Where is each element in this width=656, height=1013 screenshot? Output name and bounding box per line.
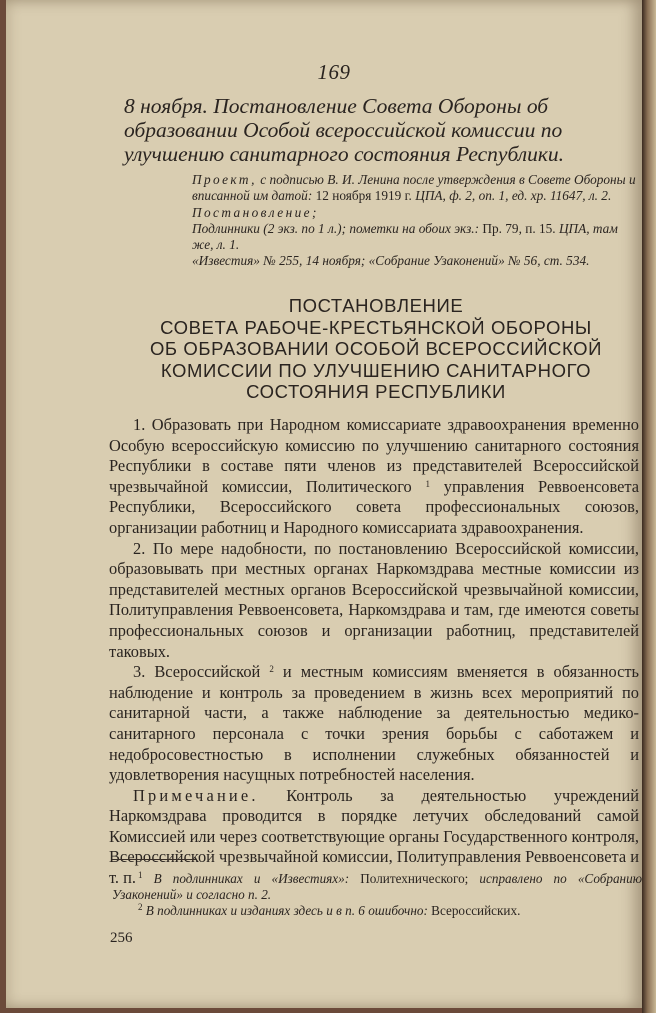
document-title: 8 ноября. Постановление Совета Обороны об образовании Особой всероссийской комиссии по улучшению санитарного состояния Республики.: [124, 94, 565, 166]
footnote-2: [112, 903, 642, 919]
footnote-1-number: 1: [138, 870, 143, 880]
paragraph-3-text-b: и местным комиссиям вменяется в обязанность наблюдение и контроль за проведением в жизнь всех мероприятий по санитарной части, а также наблюдение за деятельностью медико-санитарного персонала с точки зрения борьбы с саботажем и недобросовестностью в исполнении служебных обязанностей и удовлетворения насущных потребностей населения.: [109, 662, 639, 785]
source-marks: Пр. 79, п. 15.: [479, 220, 556, 236]
source-originals: Подлинники (2 экз. по 1 л.); пометки на обоих экз.:: [192, 220, 480, 236]
page-number: 256: [110, 930, 133, 946]
note-label: Примечание.: [133, 785, 259, 805]
book-spine-edge: [642, 0, 656, 1013]
resolution-body: [109, 415, 639, 889]
footnote-ref-2: 2: [269, 664, 274, 675]
source-archive-2: ЦПА, там же, л. 1.: [192, 220, 618, 253]
paragraph-1: [109, 415, 639, 539]
footnote-2-number: 2: [138, 902, 143, 913]
source-line-1-text: с подписью В. И. Ленина после утверждения в Совете Обороны и вписанной им датой:: [192, 172, 636, 204]
footnote-1-italic-2: исправлено по «Собранию Узаконений» и согласно п. 2.: [112, 871, 642, 903]
footnote-1-plain: Политехнического;: [349, 871, 469, 886]
footnote-2-plain: Всероссийских.: [427, 903, 521, 919]
footnote-ref-1: 1: [425, 478, 430, 489]
heading-line: ПОСТАНОВЛЕНИЕ: [288, 295, 464, 316]
source-line-4: «Известия» № 255, 14 ноября; «Собрание Узаконений» № 56, ст. 534.: [192, 253, 590, 269]
footnote-1-italic: В подлинниках и «Известиях»:: [142, 871, 350, 886]
paragraph-3: [109, 662, 639, 786]
source-line-2: Постановление;: [192, 204, 319, 220]
source-archive: ЦПА, ф. 2, оп. 1, ед. хр. 11647, л. 2.: [411, 188, 612, 204]
source-type: Проект,: [192, 172, 257, 187]
source-date: 12 ноября 1919 г.: [315, 188, 412, 204]
paragraph-2: 2. По мере надобности, по постановлению Всероссийской комиссии, образовывать при местных органах Наркомздрава местные комиссии из представителей местных органов Всероссийской чрезвычайной комиссии, Политуправления Реввоенсовета, Наркомздрава и там, где имеются советы профессиональных союзов и организации работниц, представителей таковых.: [109, 538, 639, 661]
heading-line: ОБ ОБРАЗОВАНИИ ОСОБОЙ ВСЕРОССИЙСКОЙ: [149, 338, 603, 360]
heading-line: СОСТОЯНИЯ РЕСПУБЛИКИ: [246, 381, 506, 403]
paragraph-3-text-a: 3. Всероссийской: [133, 662, 261, 682]
resolution-heading: [106, 295, 646, 403]
paragraph-1-text-a: 1. Образовать при Народном комиссариате здравоохранения временно Особую всероссийскую комиссию по улучшению санитарного состояния Республики в составе пяти членов из представителей Всероссийской чрезвычайной комиссии, Политического: [109, 415, 639, 496]
footnote-1: [112, 871, 642, 903]
source-line-3: [192, 221, 637, 254]
footnotes: [112, 871, 642, 920]
heading-line: КОМИССИИ ПО УЛУЧШЕНИЮ САНИТАРНОГО: [160, 359, 592, 381]
paragraph-1-text-b: управления Реввоенсовета Республики, Всероссийского совета профессиональных союзов, организации работниц и Народного комиссариата здравоохранения.: [109, 476, 639, 537]
source-note: [192, 172, 637, 270]
document-number: 169: [317, 60, 351, 84]
heading-line: СОВЕТА РАБОЧЕ-КРЕСТЬЯНСКОЙ ОБОРОНЫ: [160, 316, 592, 338]
book-page: [6, 0, 642, 1008]
source-line-1: [192, 172, 637, 205]
footnote-2-italic: В подлинниках и изданиях здесь и в п. 6 ошибочно:: [142, 903, 428, 919]
note-text: Контроль за деятельностью учреждений Наркомздрава проводится в порядке летучих обследований самой Комиссией или через соответствующие органы Государственного контроля, Всероссийской чрезвычайной комиссии, Политуправления Реввоенсовета и т. п.: [109, 785, 639, 888]
footnote-divider: [112, 859, 196, 860]
